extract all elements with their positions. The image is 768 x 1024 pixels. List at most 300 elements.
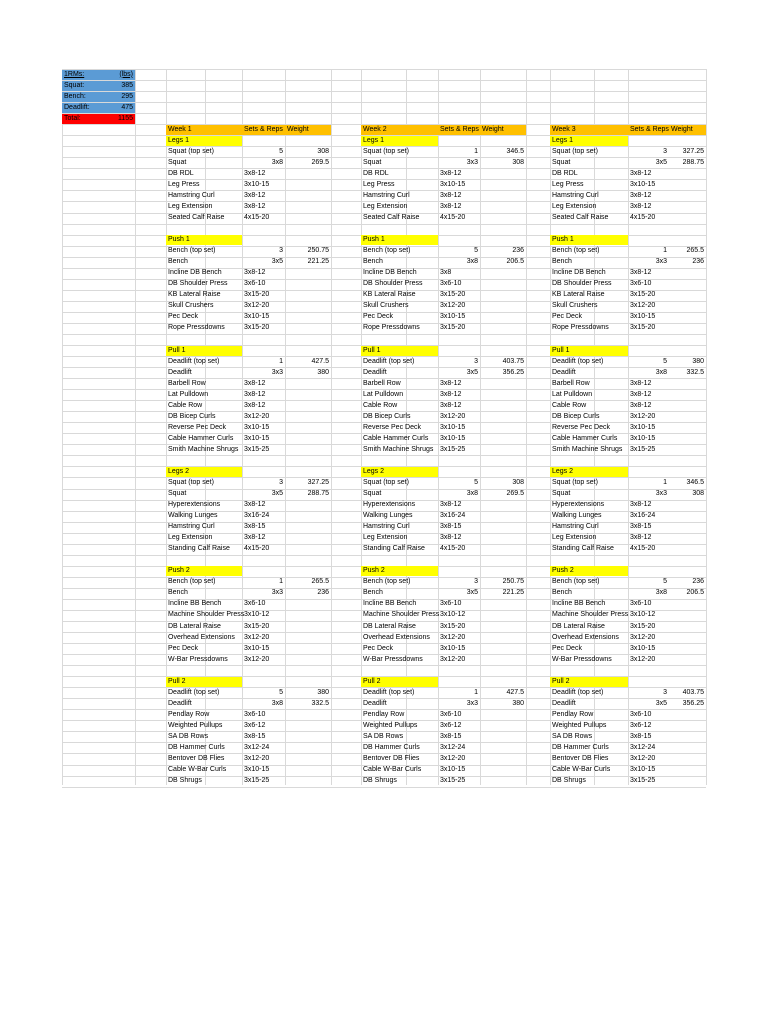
- exercise-name[interactable]: DB Shrugs: [552, 777, 586, 785]
- weight-cell[interactable]: [480, 312, 526, 322]
- weight-cell[interactable]: [285, 401, 331, 411]
- weight-cell[interactable]: [480, 732, 526, 742]
- sets-reps-cell[interactable]: 3x15-20: [630, 622, 656, 630]
- sets-reps-cell[interactable]: 5: [663, 578, 667, 586]
- weight-cell[interactable]: [480, 655, 526, 665]
- sets-reps-cell[interactable]: 3x10-12: [244, 611, 270, 619]
- exercise-name[interactable]: SA DB Rows: [168, 732, 209, 740]
- sets-reps-cell[interactable]: 3x8: [271, 158, 283, 166]
- exercise-name[interactable]: SA DB Rows: [363, 732, 404, 740]
- exercise-name[interactable]: Leg Extension: [552, 534, 597, 542]
- exercise-name[interactable]: Incline DB Bench: [168, 269, 222, 277]
- summary-label[interactable]: Bench:: [62, 92, 104, 102]
- exercise-name[interactable]: Bench (top set): [552, 247, 600, 255]
- weight-cell[interactable]: [669, 644, 706, 654]
- sets-reps-cell[interactable]: 3x12-20: [244, 655, 270, 663]
- exercise-name[interactable]: Seated Calf Raise: [363, 214, 420, 222]
- weight-cell[interactable]: 236: [692, 578, 704, 586]
- sets-reps-cell[interactable]: 3x8: [655, 589, 667, 597]
- sets-reps-cell[interactable]: 1: [663, 478, 667, 486]
- sets-reps-cell[interactable]: 3x10-15: [244, 423, 270, 431]
- weight-cell[interactable]: 403.75: [682, 688, 704, 696]
- exercise-name[interactable]: Bench (top set): [363, 578, 411, 586]
- sets-reps-cell[interactable]: 3x5: [655, 158, 667, 166]
- exercise-name[interactable]: Machine Shoulder Press: [552, 611, 629, 619]
- sets-reps-cell[interactable]: 3x3: [271, 368, 283, 376]
- weight-cell[interactable]: [285, 732, 331, 742]
- weight-cell[interactable]: [285, 743, 331, 753]
- sets-reps-cell[interactable]: 3x16-24: [244, 512, 270, 520]
- weight-cell[interactable]: 332.5: [686, 368, 704, 376]
- exercise-name[interactable]: Barbell Row: [363, 379, 401, 387]
- weight-cell[interactable]: 380: [317, 368, 329, 376]
- sets-reps-cell[interactable]: 3: [474, 578, 478, 586]
- exercise-name[interactable]: Cable Row: [363, 401, 398, 409]
- sets-reps-cell[interactable]: 3x15-20: [630, 324, 656, 332]
- sets-reps-cell[interactable]: 3x6-10: [244, 710, 266, 718]
- weight-cell[interactable]: [480, 290, 526, 300]
- weight-cell[interactable]: [480, 633, 526, 643]
- sets-reps-cell[interactable]: 3: [663, 147, 667, 155]
- weight-cell[interactable]: [480, 412, 526, 422]
- weight-cell[interactable]: 236: [692, 258, 704, 266]
- weight-cell[interactable]: [480, 434, 526, 444]
- weight-cell[interactable]: 380: [692, 357, 704, 365]
- exercise-name[interactable]: Hyperextensions: [363, 501, 416, 509]
- exercise-name[interactable]: Standing Calf Raise: [168, 545, 230, 553]
- weight-cell[interactable]: [285, 644, 331, 654]
- weight-cell[interactable]: 221.25: [502, 589, 524, 597]
- sets-reps-header[interactable]: Sets & Reps: [630, 125, 669, 133]
- weight-cell[interactable]: 250.75: [502, 578, 524, 586]
- sets-reps-cell[interactable]: 3x15-25: [244, 445, 270, 453]
- exercise-name[interactable]: Bench: [363, 258, 383, 266]
- sets-reps-cell[interactable]: 3x8-12: [630, 269, 652, 277]
- exercise-name[interactable]: Squat: [552, 158, 571, 166]
- day-label[interactable]: Pull 2: [361, 677, 438, 687]
- sets-reps-cell[interactable]: 3x8-12: [440, 390, 462, 398]
- sets-reps-cell[interactable]: 1: [279, 578, 283, 586]
- sets-reps-cell[interactable]: 3x8: [440, 269, 452, 277]
- sets-reps-cell[interactable]: 3x10-15: [630, 766, 656, 774]
- sets-reps-cell[interactable]: 3x10-15: [440, 644, 466, 652]
- exercise-name[interactable]: DB Hammer Curls: [168, 743, 225, 751]
- exercise-name[interactable]: Deadlift (top set): [363, 688, 415, 696]
- sets-reps-cell[interactable]: 3x6-10: [440, 600, 462, 608]
- exercise-name[interactable]: Pendlay Row: [552, 710, 594, 718]
- exercise-name[interactable]: DB Bicep Curls: [168, 412, 216, 420]
- weight-cell[interactable]: [480, 301, 526, 311]
- weight-cell[interactable]: [285, 180, 331, 190]
- weight-cell[interactable]: [669, 599, 706, 609]
- weight-cell[interactable]: [285, 500, 331, 510]
- weight-cell[interactable]: 236: [512, 247, 524, 255]
- exercise-name[interactable]: Incline DB Bench: [363, 269, 417, 277]
- sets-reps-cell[interactable]: 3x15-25: [630, 445, 656, 453]
- weight-cell[interactable]: [285, 169, 331, 179]
- exercise-name[interactable]: Leg Extension: [552, 202, 597, 210]
- weight-cell[interactable]: [669, 290, 706, 300]
- sets-reps-cell[interactable]: 3x8: [655, 368, 667, 376]
- exercise-name[interactable]: DB Hammer Curls: [552, 743, 609, 751]
- day-label[interactable]: Legs 1: [361, 136, 438, 146]
- exercise-name[interactable]: Lat Pulldown: [552, 390, 593, 398]
- weight-cell[interactable]: [669, 401, 706, 411]
- sets-reps-cell[interactable]: 3x8-12: [630, 169, 652, 177]
- exercise-name[interactable]: Deadlift: [168, 368, 192, 376]
- exercise-name[interactable]: Seated Calf Raise: [168, 214, 225, 222]
- sets-reps-cell[interactable]: 1: [474, 688, 478, 696]
- exercise-name[interactable]: Leg Extension: [363, 202, 408, 210]
- exercise-name[interactable]: Pec Deck: [168, 313, 198, 321]
- exercise-name[interactable]: Walking Lunges: [363, 512, 413, 520]
- weight-cell[interactable]: [669, 423, 706, 433]
- weight-cell[interactable]: [480, 390, 526, 400]
- sets-reps-cell[interactable]: 3x10-15: [244, 180, 270, 188]
- weight-cell[interactable]: [480, 511, 526, 521]
- weight-cell[interactable]: [480, 544, 526, 554]
- exercise-name[interactable]: Pec Deck: [552, 644, 582, 652]
- weight-cell[interactable]: 206.5: [686, 589, 704, 597]
- weight-cell[interactable]: [669, 633, 706, 643]
- exercise-name[interactable]: W-Bar Pressdowns: [552, 655, 612, 663]
- exercise-name[interactable]: Hyperextensions: [168, 501, 221, 509]
- sets-reps-cell[interactable]: 3x8: [466, 258, 478, 266]
- weight-cell[interactable]: [285, 765, 331, 775]
- weight-cell[interactable]: 250.75: [307, 247, 329, 255]
- sets-reps-header[interactable]: Sets & Reps: [440, 125, 479, 133]
- exercise-name[interactable]: Deadlift: [363, 699, 387, 707]
- sets-reps-cell[interactable]: 3x16-24: [440, 512, 466, 520]
- exercise-name[interactable]: Deadlift (top set): [168, 688, 220, 696]
- weight-cell[interactable]: 346.5: [686, 478, 704, 486]
- weight-cell[interactable]: 269.5: [311, 158, 329, 166]
- exercise-name[interactable]: KB Lateral Raise: [363, 291, 416, 299]
- exercise-name[interactable]: Smith Machine Shrugs: [168, 445, 239, 453]
- weight-cell[interactable]: 327.25: [682, 147, 704, 155]
- exercise-name[interactable]: Walking Lunges: [168, 512, 218, 520]
- sets-reps-cell[interactable]: 3x10-15: [440, 766, 466, 774]
- summary-label[interactable]: Squat:: [62, 81, 104, 91]
- sets-reps-cell[interactable]: 3x15-20: [440, 324, 466, 332]
- weight-header[interactable]: Weight: [285, 125, 331, 135]
- exercise-name[interactable]: Bench: [168, 589, 188, 597]
- sets-reps-cell[interactable]: 3x12-20: [440, 754, 466, 762]
- day-label[interactable]: Push 1: [550, 235, 628, 245]
- sets-reps-cell[interactable]: 3x3: [466, 699, 478, 707]
- exercise-name[interactable]: Bench (top set): [552, 578, 600, 586]
- weight-cell[interactable]: [669, 412, 706, 422]
- exercise-name[interactable]: Standing Calf Raise: [363, 545, 425, 553]
- sets-reps-cell[interactable]: 3x15-20: [440, 622, 466, 630]
- sets-reps-cell[interactable]: 3x3: [655, 490, 667, 498]
- sets-reps-cell[interactable]: 3: [279, 478, 283, 486]
- exercise-name[interactable]: Squat: [168, 490, 187, 498]
- exercise-name[interactable]: Walking Lunges: [552, 512, 602, 520]
- exercise-name[interactable]: Cable Row: [168, 401, 203, 409]
- weight-cell[interactable]: [480, 644, 526, 654]
- exercise-name[interactable]: Hamstring Curl: [363, 523, 410, 531]
- weight-cell[interactable]: [285, 721, 331, 731]
- sets-reps-cell[interactable]: 3x8-15: [244, 523, 266, 531]
- weight-header[interactable]: Weight: [480, 125, 526, 135]
- sets-reps-cell[interactable]: 5: [474, 478, 478, 486]
- exercise-name[interactable]: Squat: [168, 158, 187, 166]
- exercise-name[interactable]: Pec Deck: [363, 644, 393, 652]
- sets-reps-cell[interactable]: 5: [663, 357, 667, 365]
- weight-cell[interactable]: [669, 312, 706, 322]
- weight-cell[interactable]: [285, 533, 331, 543]
- sets-reps-cell[interactable]: 3x8-12: [630, 401, 652, 409]
- weight-cell[interactable]: [480, 202, 526, 212]
- sets-reps-cell[interactable]: 3x15-20: [244, 291, 270, 299]
- sets-reps-cell[interactable]: 3x10-15: [440, 180, 466, 188]
- summary-label[interactable]: 1RMs:: [62, 70, 104, 80]
- sets-reps-cell[interactable]: 3x8-12: [630, 534, 652, 542]
- sets-reps-cell[interactable]: 3x12-20: [440, 633, 466, 641]
- exercise-name[interactable]: Machine Shoulder Press: [168, 611, 244, 619]
- sets-reps-cell[interactable]: 3x10-15: [630, 313, 656, 321]
- exercise-name[interactable]: Rope Pressdowns: [552, 324, 609, 332]
- exercise-name[interactable]: Lat Pulldown: [168, 390, 209, 398]
- exercise-name[interactable]: Bench (top set): [168, 578, 216, 586]
- sets-reps-cell[interactable]: 3x12-20: [440, 302, 466, 310]
- sets-reps-cell[interactable]: 3x10-12: [630, 611, 656, 619]
- day-label[interactable]: Legs 1: [550, 136, 628, 146]
- exercise-name[interactable]: Standing Calf Raise: [552, 545, 614, 553]
- weight-cell[interactable]: [285, 301, 331, 311]
- sets-reps-cell[interactable]: 3x12-20: [630, 754, 656, 762]
- weight-cell[interactable]: [480, 445, 526, 455]
- summary-value[interactable]: (lbs): [104, 70, 135, 80]
- weight-cell[interactable]: [480, 500, 526, 510]
- weight-cell[interactable]: 327.25: [307, 478, 329, 486]
- exercise-name[interactable]: Reverse Pec Deck: [168, 423, 226, 431]
- weight-cell[interactable]: [285, 323, 331, 333]
- exercise-name[interactable]: Deadlift (top set): [168, 357, 220, 365]
- weight-cell[interactable]: [480, 721, 526, 731]
- sets-reps-cell[interactable]: 1: [474, 147, 478, 155]
- sets-reps-cell[interactable]: 3x15-25: [630, 777, 656, 785]
- exercise-name[interactable]: Barbell Row: [552, 379, 590, 387]
- sets-reps-cell[interactable]: 3x8-12: [244, 401, 266, 409]
- day-label[interactable]: Push 2: [361, 566, 438, 576]
- exercise-name[interactable]: DB RDL: [168, 169, 194, 177]
- exercise-name[interactable]: Cable Hammer Curls: [552, 434, 618, 442]
- weight-cell[interactable]: [480, 754, 526, 764]
- sets-reps-cell[interactable]: 3x10-15: [630, 423, 656, 431]
- exercise-name[interactable]: Squat (top set): [552, 147, 598, 155]
- sets-reps-cell[interactable]: 3x8-12: [440, 379, 462, 387]
- weight-cell[interactable]: 380: [317, 688, 329, 696]
- exercise-name[interactable]: Bench: [168, 258, 188, 266]
- summary-value[interactable]: 1155: [104, 114, 135, 124]
- exercise-name[interactable]: Bench: [552, 258, 572, 266]
- weight-cell[interactable]: [669, 180, 706, 190]
- weight-cell[interactable]: [285, 544, 331, 554]
- weight-cell[interactable]: [669, 268, 706, 278]
- weight-cell[interactable]: [669, 533, 706, 543]
- weight-cell[interactable]: [669, 279, 706, 289]
- sets-reps-cell[interactable]: 3x12-20: [244, 412, 270, 420]
- exercise-name[interactable]: Hamstring Curl: [168, 523, 215, 531]
- weight-cell[interactable]: [480, 710, 526, 720]
- sets-reps-cell[interactable]: 3x8-12: [440, 534, 462, 542]
- sets-reps-cell[interactable]: 3x8-15: [630, 732, 652, 740]
- exercise-name[interactable]: Leg Extension: [168, 534, 213, 542]
- exercise-name[interactable]: Cable W-Bar Curls: [168, 766, 227, 774]
- weight-cell[interactable]: 403.75: [502, 357, 524, 365]
- weight-cell[interactable]: 356.25: [502, 368, 524, 376]
- exercise-name[interactable]: W-Bar Pressdowns: [168, 655, 228, 663]
- sets-reps-cell[interactable]: 3x10-15: [244, 313, 270, 321]
- exercise-name[interactable]: Leg Press: [552, 180, 584, 188]
- weight-cell[interactable]: [285, 423, 331, 433]
- exercise-name[interactable]: DB Shoulder Press: [168, 280, 228, 288]
- weight-cell[interactable]: [669, 390, 706, 400]
- weight-cell[interactable]: [669, 434, 706, 444]
- exercise-name[interactable]: Deadlift: [168, 699, 192, 707]
- sets-reps-cell[interactable]: 3x5: [271, 258, 283, 266]
- weight-cell[interactable]: [480, 323, 526, 333]
- weight-cell[interactable]: [285, 191, 331, 201]
- sets-reps-cell[interactable]: 3x8-12: [630, 379, 652, 387]
- sets-reps-cell[interactable]: 3x12-24: [440, 743, 466, 751]
- exercise-name[interactable]: Pec Deck: [552, 313, 582, 321]
- day-label[interactable]: Pull 1: [166, 346, 242, 356]
- summary-value[interactable]: 295: [104, 92, 135, 102]
- weight-cell[interactable]: 308: [692, 490, 704, 498]
- sets-reps-cell[interactable]: 3x8-12: [630, 501, 652, 509]
- weight-cell[interactable]: [669, 511, 706, 521]
- exercise-name[interactable]: DB RDL: [363, 169, 389, 177]
- sets-reps-cell[interactable]: 3x10-12: [440, 611, 466, 619]
- sets-reps-cell[interactable]: 3x12-24: [630, 743, 656, 751]
- day-label[interactable]: Legs 1: [166, 136, 242, 146]
- exercise-name[interactable]: Hamstring Curl: [552, 523, 599, 531]
- sets-reps-cell[interactable]: 3x8-12: [630, 202, 652, 210]
- weight-header[interactable]: Weight: [669, 125, 706, 135]
- weight-cell[interactable]: [669, 655, 706, 665]
- sets-reps-cell[interactable]: 3x6-12: [244, 721, 266, 729]
- exercise-name[interactable]: Machine Shoulder Press: [363, 611, 440, 619]
- sets-reps-cell[interactable]: 3x15-20: [440, 291, 466, 299]
- weight-cell[interactable]: [285, 776, 331, 786]
- weight-cell[interactable]: 265.5: [311, 578, 329, 586]
- sets-reps-cell[interactable]: 3x10-15: [244, 434, 270, 442]
- weight-cell[interactable]: [480, 522, 526, 532]
- sets-reps-cell[interactable]: 3x12-20: [244, 633, 270, 641]
- weight-cell[interactable]: [669, 522, 706, 532]
- sets-reps-cell[interactable]: 1: [663, 247, 667, 255]
- exercise-name[interactable]: DB Shrugs: [168, 777, 202, 785]
- weight-cell[interactable]: [669, 776, 706, 786]
- exercise-name[interactable]: Overhead Extensions: [363, 633, 430, 641]
- sets-reps-cell[interactable]: 3: [279, 247, 283, 255]
- sets-reps-cell[interactable]: 3: [663, 688, 667, 696]
- sets-reps-cell[interactable]: 3x12-20: [630, 655, 656, 663]
- sets-reps-cell[interactable]: 5: [279, 688, 283, 696]
- weight-cell[interactable]: [285, 279, 331, 289]
- weight-cell[interactable]: [285, 390, 331, 400]
- sets-reps-cell[interactable]: 3x8-12: [440, 202, 462, 210]
- exercise-name[interactable]: Pendlay Row: [168, 710, 210, 718]
- exercise-name[interactable]: DB RDL: [552, 169, 578, 177]
- sets-reps-cell[interactable]: 3x8-12: [244, 390, 266, 398]
- sets-reps-cell[interactable]: 3x6-12: [440, 721, 462, 729]
- weight-cell[interactable]: 308: [512, 158, 524, 166]
- sets-reps-cell[interactable]: 3x8-15: [440, 523, 462, 531]
- sets-reps-cell[interactable]: 3x6-10: [630, 710, 652, 718]
- sets-reps-cell[interactable]: 3x15-25: [440, 445, 466, 453]
- exercise-name[interactable]: Squat (top set): [552, 478, 598, 486]
- sets-reps-cell[interactable]: 3x3: [655, 258, 667, 266]
- sets-reps-cell[interactable]: 3x8-15: [440, 732, 462, 740]
- exercise-name[interactable]: Reverse Pec Deck: [363, 423, 421, 431]
- exercise-name[interactable]: DB Hammer Curls: [363, 743, 420, 751]
- sets-reps-cell[interactable]: 3x15-25: [244, 777, 270, 785]
- weight-cell[interactable]: 265.5: [686, 247, 704, 255]
- exercise-name[interactable]: Deadlift (top set): [363, 357, 415, 365]
- weight-cell[interactable]: [669, 622, 706, 632]
- weight-cell[interactable]: 380: [512, 699, 524, 707]
- exercise-name[interactable]: Overhead Extensions: [552, 633, 619, 641]
- exercise-name[interactable]: Deadlift: [552, 699, 576, 707]
- sets-reps-cell[interactable]: 3x8-12: [244, 191, 266, 199]
- weight-cell[interactable]: [480, 610, 526, 620]
- day-label[interactable]: Pull 1: [550, 346, 628, 356]
- weight-cell[interactable]: [669, 323, 706, 333]
- exercise-name[interactable]: DB Lateral Raise: [552, 622, 605, 630]
- weight-cell[interactable]: [480, 423, 526, 433]
- day-label[interactable]: Legs 2: [550, 467, 628, 477]
- weight-cell[interactable]: [285, 511, 331, 521]
- exercise-name[interactable]: Bench: [363, 589, 383, 597]
- sets-reps-cell[interactable]: 3x5: [655, 699, 667, 707]
- sets-reps-cell[interactable]: 3x8-12: [630, 390, 652, 398]
- weight-cell[interactable]: [285, 610, 331, 620]
- exercise-name[interactable]: Leg Extension: [168, 202, 213, 210]
- sets-reps-header[interactable]: Sets & Reps: [242, 125, 285, 135]
- sets-reps-cell[interactable]: 3x10-15: [630, 434, 656, 442]
- exercise-name[interactable]: Pec Deck: [168, 644, 198, 652]
- weight-cell[interactable]: [285, 434, 331, 444]
- exercise-name[interactable]: SA DB Rows: [552, 732, 593, 740]
- exercise-name[interactable]: Squat (top set): [168, 147, 214, 155]
- exercise-name[interactable]: Overhead Extensions: [168, 633, 235, 641]
- sets-reps-cell[interactable]: 4x15-20: [630, 545, 656, 553]
- exercise-name[interactable]: Incline BB Bench: [168, 600, 222, 608]
- exercise-name[interactable]: Weighted Pullups: [168, 721, 223, 729]
- spreadsheet-grid[interactable]: [62, 69, 706, 785]
- exercise-name[interactable]: Weighted Pullups: [363, 721, 418, 729]
- sets-reps-cell[interactable]: 3x10-15: [630, 180, 656, 188]
- weight-cell[interactable]: 308: [512, 478, 524, 486]
- weight-cell[interactable]: [480, 279, 526, 289]
- week-header[interactable]: Week 1: [166, 125, 242, 135]
- day-label[interactable]: Push 1: [361, 235, 438, 245]
- exercise-name[interactable]: Cable W-Bar Curls: [552, 766, 611, 774]
- sets-reps-cell[interactable]: 3x6-12: [630, 721, 652, 729]
- weight-cell[interactable]: 288.75: [307, 490, 329, 498]
- exercise-name[interactable]: Hyperextensions: [552, 501, 605, 509]
- weight-cell[interactable]: [285, 754, 331, 764]
- weight-cell[interactable]: [285, 445, 331, 455]
- sets-reps-cell[interactable]: 3x15-20: [244, 622, 270, 630]
- exercise-name[interactable]: Squat (top set): [168, 478, 214, 486]
- sets-reps-cell[interactable]: 3x12-20: [440, 655, 466, 663]
- summary-value[interactable]: 385: [104, 81, 135, 91]
